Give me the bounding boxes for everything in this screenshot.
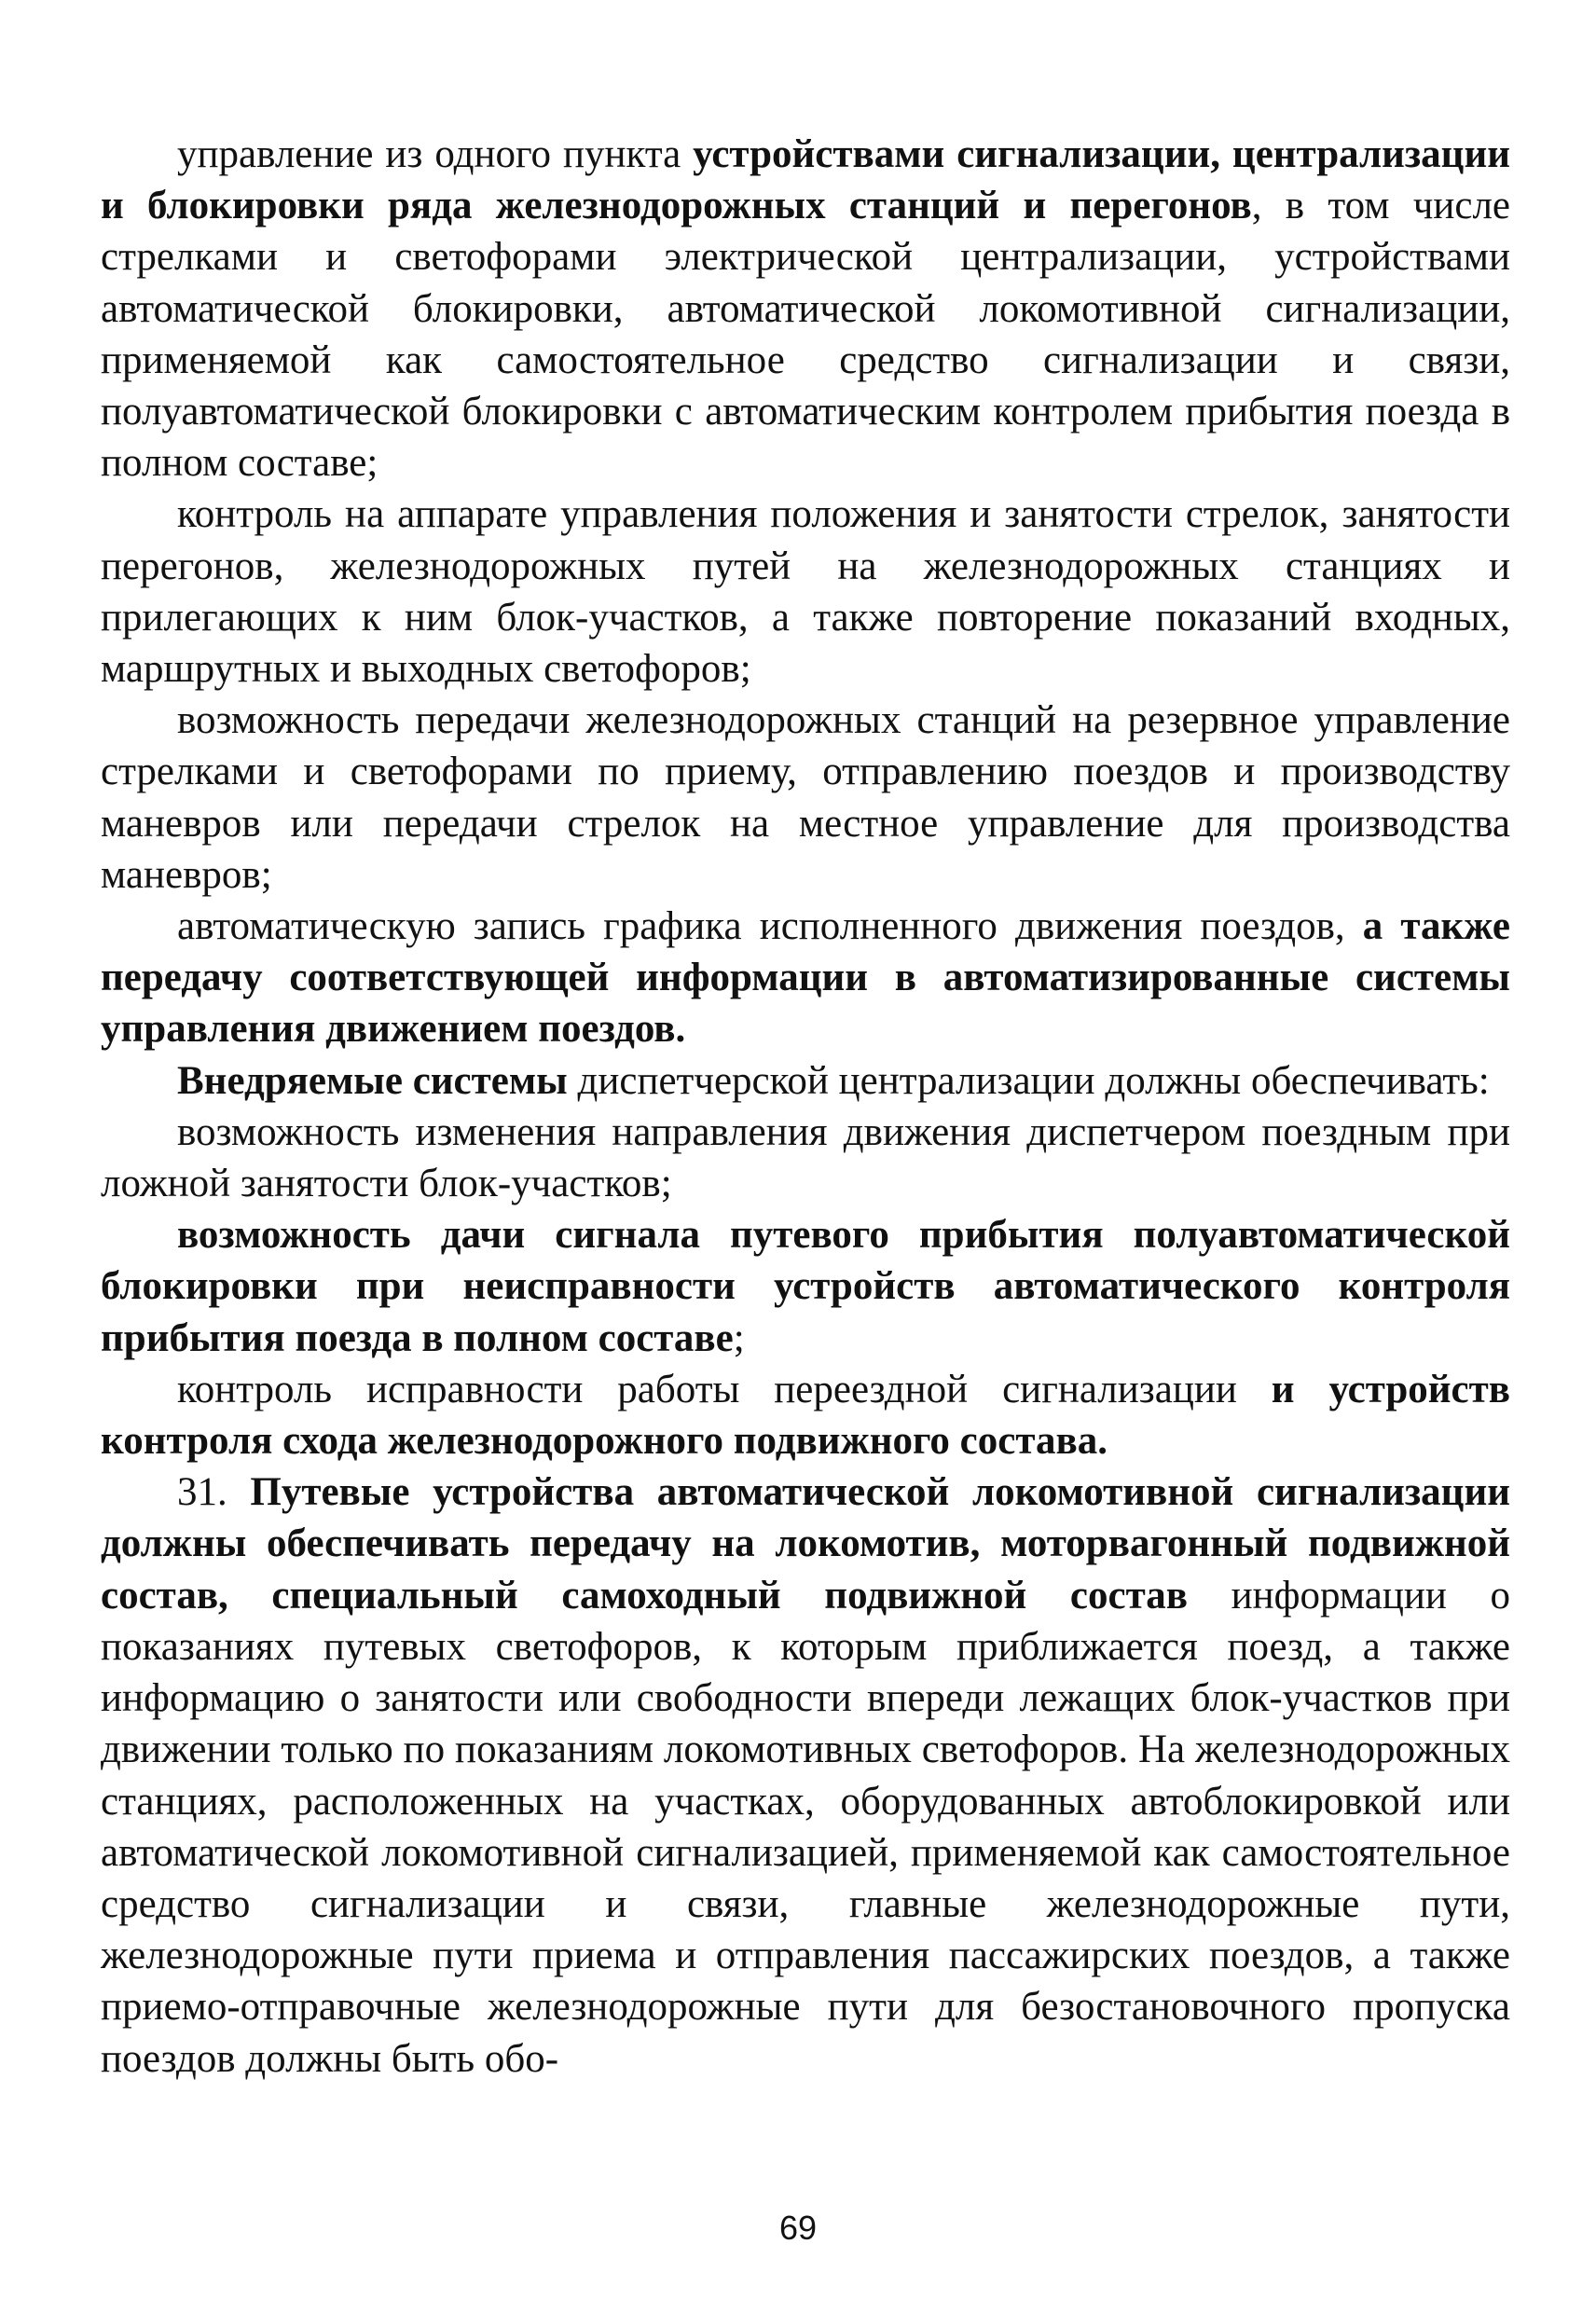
paragraph-8 (101, 1364, 1510, 1466)
text-run: контроль на аппарате управления положения и занятости стрелок, занятости перегонов, железнодорожных путей на железнодорожных станциях и прилегающих к ним блок-участков, а также повторение показаний входных, маршрутных и выходных светофоров; (101, 492, 1510, 692)
bold-text-run: Внедряемые системы (177, 1058, 568, 1103)
paragraph-1 (101, 129, 1510, 489)
paragraph-4 (101, 901, 1510, 1055)
paragraph-7 (101, 1209, 1510, 1364)
bold-text-run: возможность дачи сигнала путевого прибытия полуавтоматической блокировки при неисправности устройств автоматического контроля прибытия поезда в полном составе (101, 1213, 1510, 1360)
paragraph-3 (101, 695, 1510, 901)
text-run: 31. (177, 1470, 251, 1515)
text-run: ; (733, 1315, 745, 1360)
page-number: 69 (778, 2209, 818, 2247)
text-run: возможность изменения направления движения диспетчером поездным при ложной занятости блок-участков; (101, 1109, 1510, 1206)
paragraph-9 (101, 1466, 1510, 2084)
bold-text-run: а также передачу соответствующей информации в автоматизированные системы управления движением поездов. (101, 904, 1510, 1052)
text-run: контроль исправности работы переездной сигнализации (177, 1367, 1272, 1411)
bold-text-run: устройствами сигнализации, централизации и блокировки ряда железнодорожных станций и перегонов (101, 132, 1510, 228)
text-run: автоматическую запись графика исполненного движения поездов, (177, 904, 1363, 949)
paragraph-2 (101, 489, 1510, 695)
body-text (101, 129, 1510, 2085)
paragraph-5 (101, 1055, 1510, 1107)
text-run: информации о показаниях путевых светофоров, к которым приближается поезд, а также информацию о занятости или свободности впереди лежащих блок-участков при движении только по показаниям локомотивных светофоров. На железнодорожных станциях, расположенных на участках, оборудованных автоблокировкой или автоматической локомотивной сигнализацией, применяемой как самостоятельное средство сигнализации и связи, главные железнодорожные пути, железнодорожные пути приема и отправления пассажирских поездов, а также приемо-отправочные железнодорожные пути для безостановочного пропуска поездов должны быть обо- (101, 1573, 1510, 2081)
text-run: возможность передачи железнодорожных станций на резервное управление стрелками и светофорами по приему, отправлению поездов и производству маневров или передачи стрелок на местное управление для производства маневров; (101, 698, 1510, 897)
paragraph-6 (101, 1107, 1510, 1209)
bold-text-run: и устройств контроля схода железнодорожного подвижного состава. (101, 1367, 1510, 1464)
bold-text-run: Путевые устройства автоматической локомотивной сигнализации должны обеспечивать передачу на локомотив, моторвагонный подвижной состав, специальный самоходный подвижной состав (101, 1470, 1510, 1618)
text-run: управление из одного пункта (177, 132, 694, 176)
text-run: диспетчерской централизации должны обеспечивать: (567, 1058, 1490, 1103)
text-run: , в том числе стрелками и светофорами электрической централизации, устройствами автоматической блокировки, автоматической локомотивной сигнализации, применяемой как самостоятельное средство сигнализации и связи, полуавтоматической блокировки с автоматическим контролем прибытия поезда в полном составе; (101, 184, 1510, 486)
